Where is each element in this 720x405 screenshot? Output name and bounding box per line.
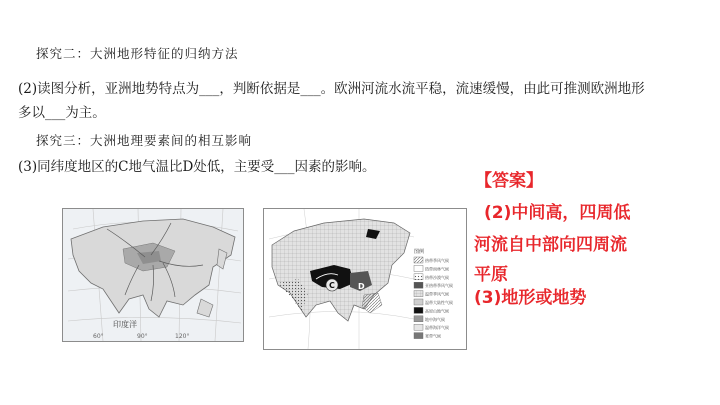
legend-label: 温带季风气候 xyxy=(425,291,449,297)
lon-label-60: 60° xyxy=(93,333,104,340)
lon-label-120: 120° xyxy=(175,333,190,340)
legend-swatch xyxy=(414,291,423,297)
question-3-line-1: (3)同纬度地区的C地气温比D处低，主要受___因素的影响。 xyxy=(18,159,376,175)
legend-swatch xyxy=(414,307,423,313)
answer-line-4: (3)地形或地势 xyxy=(474,288,587,308)
legend-label: 温带海洋气候 xyxy=(425,325,449,331)
legend-label: 热带季风气候 xyxy=(425,258,449,263)
asia-climate-map xyxy=(263,208,467,350)
answer-line-2: 河流自中部向四周流 xyxy=(474,235,627,255)
legend-swatch xyxy=(414,257,423,263)
asia-terrain-map xyxy=(62,208,244,342)
legend-label: 地中海气候 xyxy=(425,316,445,322)
answer-line-3: 平原 xyxy=(474,265,508,285)
heading-explore-3: 探究三：大洲地理要素间的相互影响 xyxy=(36,133,253,148)
ocean-label: 印度洋 xyxy=(113,320,137,329)
legend-swatch xyxy=(414,274,423,280)
legend-label: 高原山地气候 xyxy=(425,308,449,314)
asia-terrain-map-graphic xyxy=(63,209,243,341)
legend-swatch xyxy=(414,324,423,330)
lon-label-90: 90° xyxy=(137,333,148,340)
heading-explore-2: 探究二：大洲地形特征的归纳方法 xyxy=(36,46,239,61)
answer-title: 【答案】 xyxy=(475,171,543,191)
legend-label: 寒带气候 xyxy=(425,333,441,339)
legend-label: 亚热带季风气候 xyxy=(425,283,453,289)
asia-climate-map-graphic xyxy=(264,209,466,349)
point-d-label: D xyxy=(358,282,365,291)
legend-title: 图例 xyxy=(414,249,425,255)
question-2-line-1: (2)读图分析，亚洲地势特点为___，判断依据是___。欧洲河流水流平稳，流速缓慢，由此可推测欧洲地形 xyxy=(18,81,645,97)
legend-swatch xyxy=(414,333,423,339)
legend-swatch xyxy=(414,282,423,288)
legend-swatch xyxy=(414,299,423,305)
legend-label: 热带沙漠气候 xyxy=(425,274,449,280)
question-2-line-2: 多以___为主。 xyxy=(18,105,106,121)
answer-line-1: (2)中间高，四周低 xyxy=(484,203,631,223)
legend-swatch xyxy=(414,316,423,322)
legend-swatch xyxy=(414,265,423,271)
legend-label: 热带雨林气候 xyxy=(425,266,449,272)
climate-legend xyxy=(414,248,453,339)
point-c-label: C xyxy=(329,281,335,290)
legend-label: 温带大陆性气候 xyxy=(425,300,453,305)
